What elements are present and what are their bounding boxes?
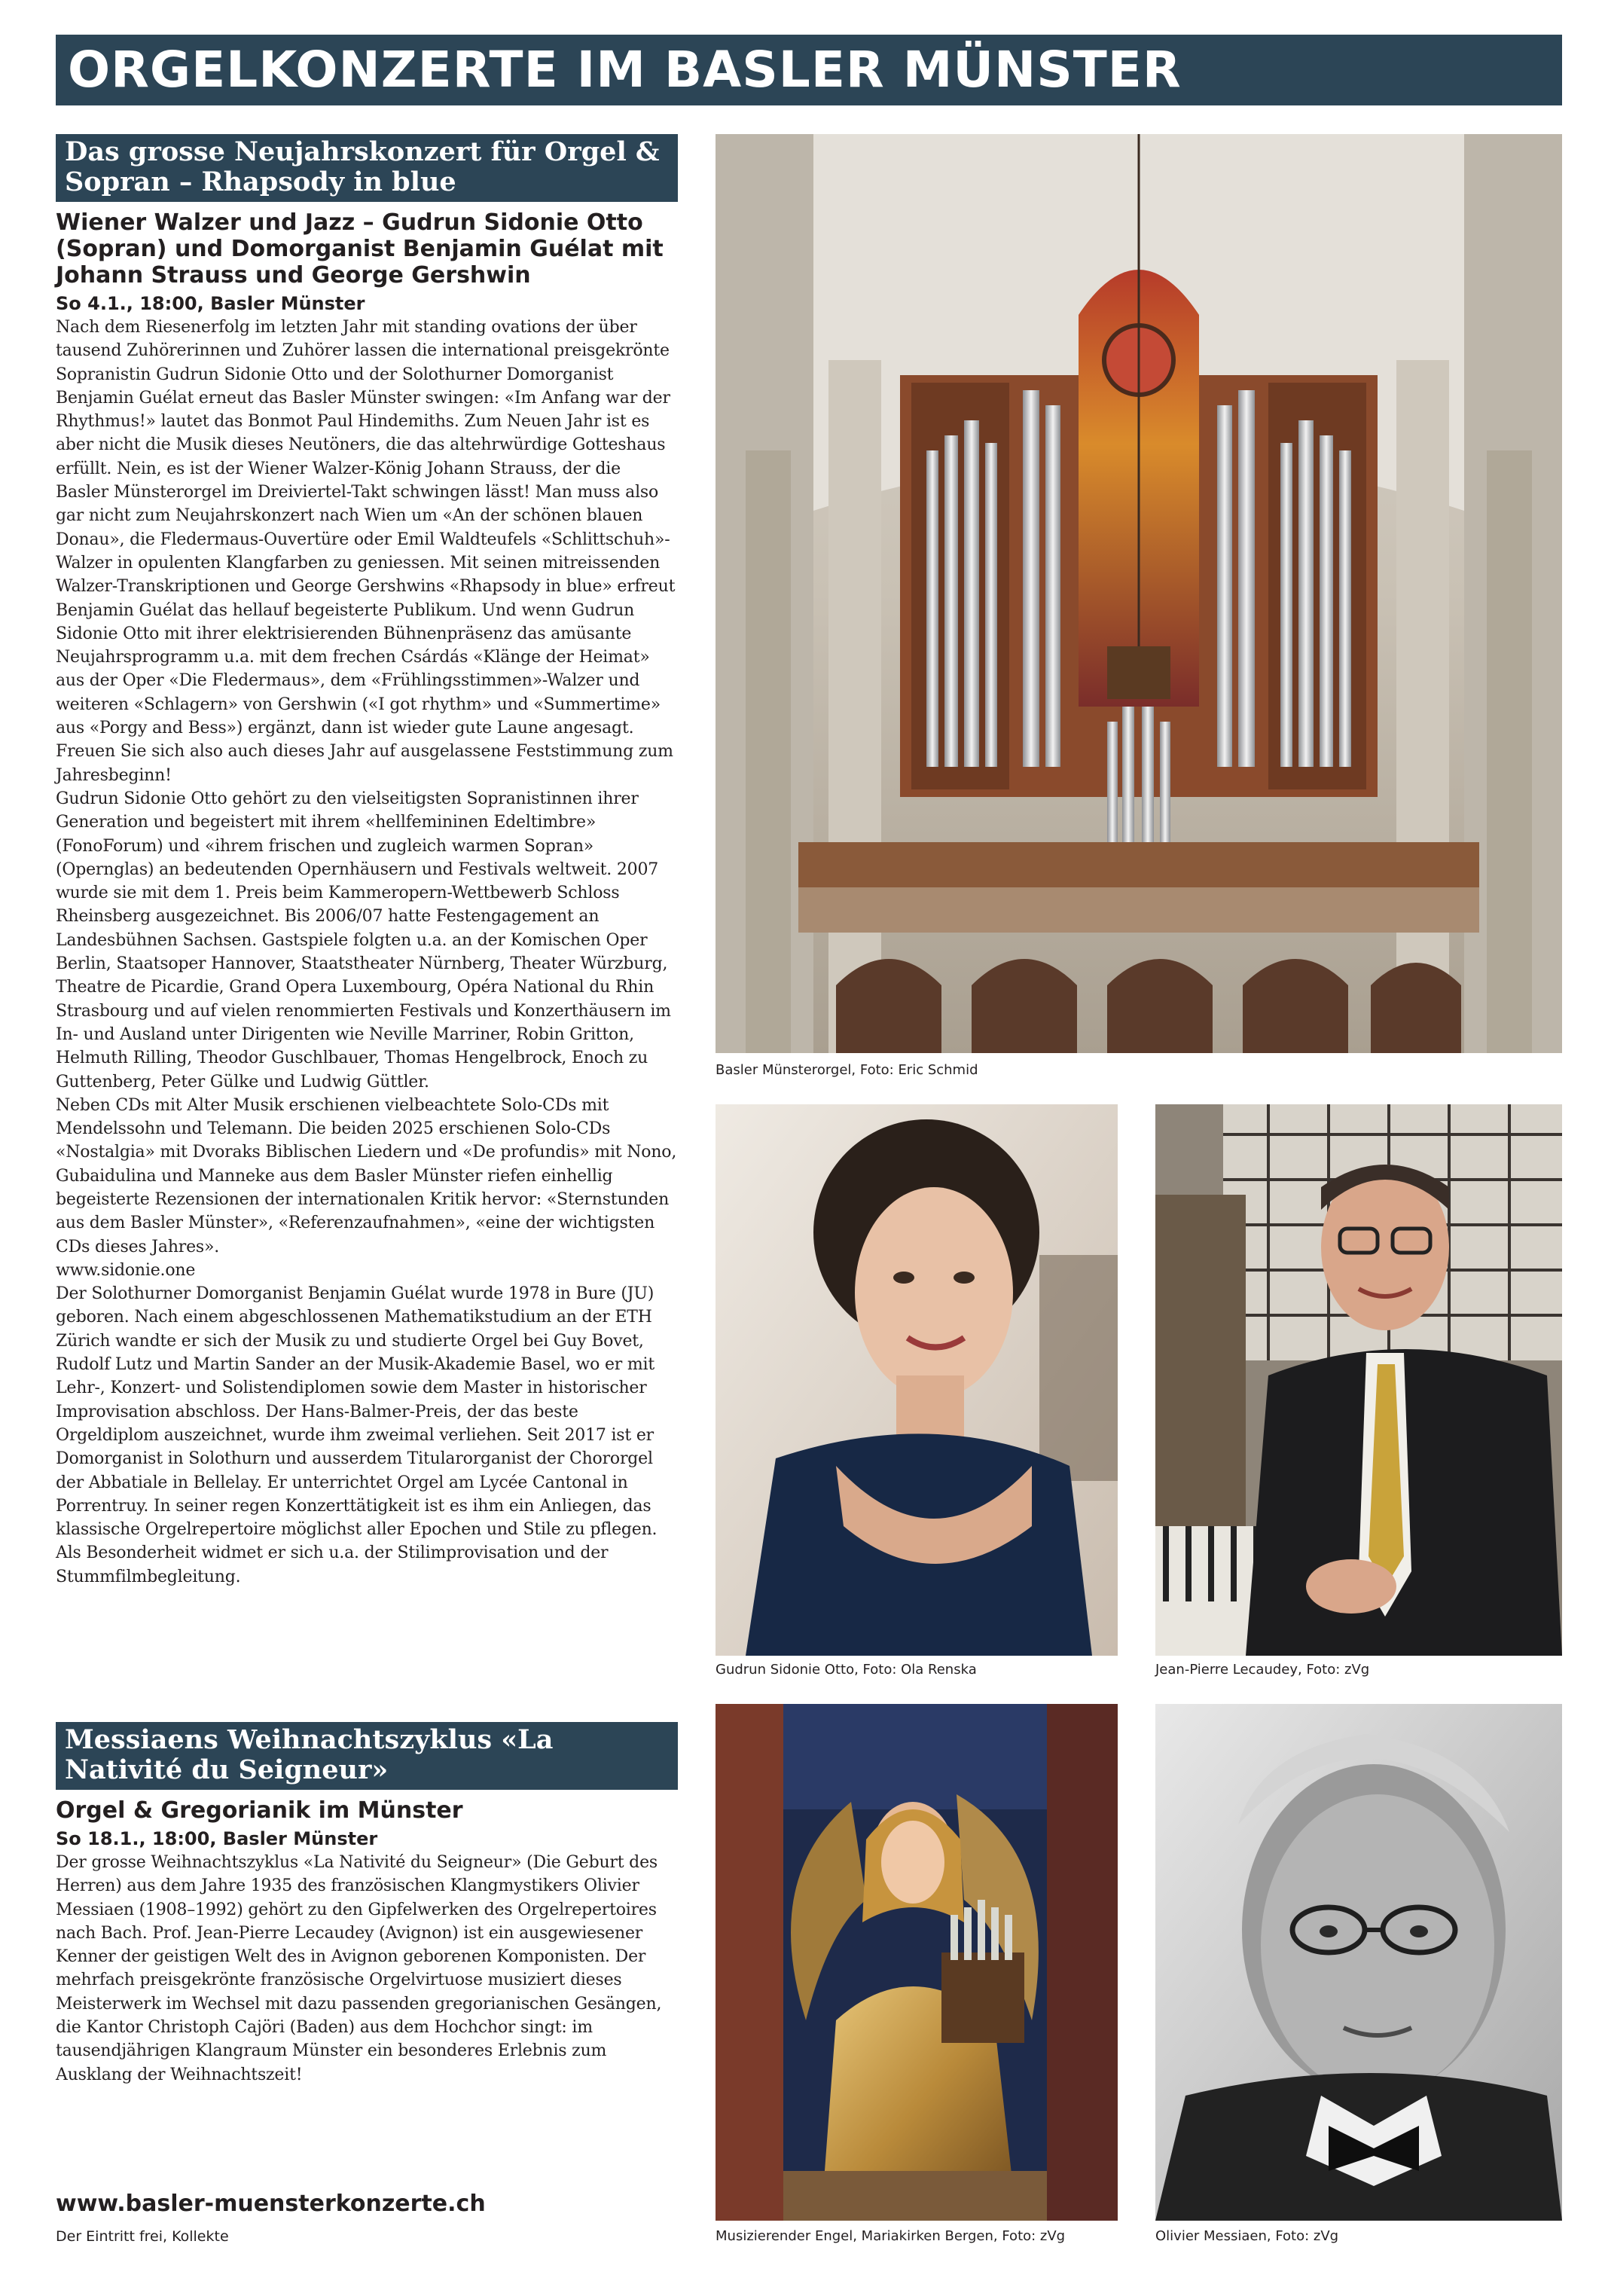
article-body-messiaen — [56, 1851, 678, 2087]
concert-article-neujahr — [56, 134, 678, 1589]
page-title: ORGELKONZERTE IM BASLER MÜNSTER — [56, 35, 1562, 105]
paragraph: Nach dem Riesenerfolg im letzten Jahr mit standing ovations der über tausend Zuhörerinnen und Zuhörer lassen die international preisgekrönte Sopranistin Gudrun Sidonie Otto und der Solothurner Domorganist Benjamin Guélat erneut das Basler Münster swingen: «Im Anfang war der Rhythmus!» lautet das Bonmot Paul Hindemiths. Zum Neuen Jahr ist es aber nicht die Musik dieses Neutöners, die das altehrwürdige Gotteshaus erfüllt. Nein, es ist der Wiener Walzer-König Johann Strauss, der die Basler Münsterorgel im Dreiviertel-Takt schwingen lässt! Man muss also gar nicht zum Neujahrskonzert nach Wien um «An der schönen blauen Donau», die Fledermaus-Ouvertüre oder Emil Waldteufels «Schlittschuh»-Walzer in opulenten Klangfarben zu geniessen. Mit seinen mitreissenden Walzer-Transkriptionen und George Gershwins «Rhapsody in blue» erfreut Benjamin Guélat das hellauf begeisterte Publikum. Und wenn Gudrun Sidonie Otto mit ihrer elektrisierenden Bühnenpräsenz das amüsante Neujahrsprogramm u.a. mit dem frechen Csárdás «Klänge der Heimat» aus der Oper «Die Fledermaus», dem «Frühlingsstimmen»-Walzer und weiteren «Schlagern» von Gershwin («I got rhythm» und «Summertime» aus «Porgy and Bess») ergänzt, dann ist wieder gute Laune angesagt. Freuen Sie sich also auch dieses Jahr auf ausgelassene Feststimmung zum Jahresbeginn! — [56, 318, 676, 785]
organist-portrait-photo — [1155, 1104, 1562, 1656]
section-title-messiaen: Messiaens Weihnachtszyklus «La Nativité du Seigneur» — [56, 1722, 678, 1790]
concert-date-neujahr: So 4.1., 18:00, Basler Münster — [56, 293, 365, 314]
messiaen-portrait-photo — [1155, 1704, 1562, 2221]
concert-article-messiaen — [56, 1722, 678, 2087]
footer-website-link[interactable]: www.basler-muensterkonzerte.ch — [56, 2191, 486, 2217]
angel-photo-caption: Musizierender Engel, Mariakirken Bergen, Foto: zVg — [716, 2228, 1066, 2244]
section-title-neujahr: Das grosse Neujahrskonzert für Orgel & Sopran – Rhapsody in blue — [56, 134, 678, 202]
paragraph: Gudrun Sidonie Otto gehört zu den vielseitigsten Sopranistinnen ihrer Generation und begeistert mit ihrem «hellfemininen Edeltimbre» (FonoForum) und «ihrem frischen und zugleich warmen Sopran» (Opernglas) an bedeutenden Opernhäusern und Festivals weltweit. 2007 wurde sie mit dem 1. Preis beim Kammeropern-Wettbewerb Schloss Rheinsberg ausgezeichnet. Bis 2006/07 hatte Festengagement an Landesbühnen Sachsen. Gastspiele folgten u.a. an der Komischen Oper Berlin, Staatsoper Hannover, Staatstheater Nürnberg, Theater Würzburg, Theatre de Picardie, Grand Opera Luxembourg, Opéra National du Rhin Strasbourg und auf vielen renommierten Festivals und Konzerthäusern im In- und Ausland unter Dirigenten wie Neville Marriner, Robin Gritton, Helmuth Rilling, Theodor Guschlbauer, Thomas Hengelbrock, Enoch zu Guttenberg, Peter Gülke und Ludwig Güttler. — [56, 789, 671, 1092]
messiaen-photo-caption: Olivier Messiaen, Foto: zVg — [1155, 2228, 1339, 2244]
article-body-neujahr — [56, 316, 678, 1589]
concert-date-messiaen: So 18.1., 18:00, Basler Münster — [56, 1828, 378, 1849]
section-subtitle-neujahr: Wiener Walzer und Jazz – Gudrun Sidonie Otto (Sopran) und Domorganist Benjamin Guélat mit Johann Strauss und George Gershwin — [56, 209, 664, 289]
website-link[interactable]: www.sidonie.one — [56, 1260, 196, 1280]
paragraph: Neben CDs mit Alter Musik erschienen vielbeachtete Solo-CDs mit Mendelssohn und Telemann. Die beiden 2025 erschienen Solo-CDs «Nostalgia» mit Dvoraks Biblischen Liedern und «De profundis» mit Nono, Gubaidulina und Manneke aus dem Basler Münster riefen einhellig begeisterte Rezensionen der internationalen Kritik hervor: «Sternstunden aus dem Basler Münster», «Referenzaufnahmen», «eine der wichtigsten CDs dieses Jahres». — [56, 1095, 677, 1256]
singer-portrait-photo — [716, 1104, 1118, 1656]
section-subtitle-messiaen: Orgel & Gregorianik im Münster — [56, 1797, 463, 1824]
singer-photo-caption: Gudrun Sidonie Otto, Foto: Ola Renska — [716, 1662, 977, 1678]
organist-photo-caption: Jean-Pierre Lecaudey, Foto: zVg — [1155, 1662, 1370, 1678]
paragraph: Der grosse Weihnachtszyklus «La Nativité du Seigneur» (Die Geburt des Herren) aus dem Jahre 1935 des französischen Klangmystikers Olivier Messiaen (1908–1992) gehört zu den Gipfelwerken des Orgelrepertoires nach Bach. Prof. Jean-Pierre Lecaudey (Avignon) ist ein ausgewiesener Kenner der geistigen Welt des in Avignon geborenen Komponisten. Der mehrfach preisgekrönte französische Orgelvirtuose musiziert dieses Meisterwerk im Wechsel mit dazu passenden gregorianischen Gesängen, die Kantor Christoph Cajöri (Baden) aus dem Hochchor singt: im tausendjährigen Klangraum Münster ein besonderes Erlebnis zum Ausklang der Weihnachtszeit! — [56, 1853, 662, 2084]
angel-sculpture-photo — [716, 1704, 1118, 2221]
paragraph: Der Solothurner Domorganist Benjamin Guélat wurde 1978 in Bure (JU) geboren. Nach einem abgeschlossenen Mathematikstudium an der ETH Zürich wandte er sich der Musik zu und studierte Orgel bei Guy Bovet, Rudolf Lutz und Martin Sander an der Musik-Akademie Basel, wo er mit Lehr-, Konzert- und Solistendiplomen sowie dem Master in historischer Improvisation abschloss. Der Hans-Balmer-Preis, der das beste Orgeldiplom auszeichnet, wurde ihm zweimal verliehen. Seit 2017 ist er Domorganist in Solothurn und ausserdem Titularorganist der Chororgel der Abbatiale in Bellelay. Er unterrichtet Orgel am Lycée Cantonal in Porrentruy. In seiner regen Konzerttätigkeit ist es ihm ein Anliegen, das klassische Orgelrepertoire möglichst aller Epochen und Stile zu pflegen. Als Besonderheit widmet er sich u.a. der Stilimprovisation und der Stummfilmbegleitung. — [56, 1284, 658, 1586]
organ-photo — [716, 134, 1562, 1053]
footer-admission-note: Der Eintritt frei, Kollekte — [56, 2228, 229, 2245]
organ-photo-caption: Basler Münsterorgel, Foto: Eric Schmid — [716, 1062, 978, 1078]
